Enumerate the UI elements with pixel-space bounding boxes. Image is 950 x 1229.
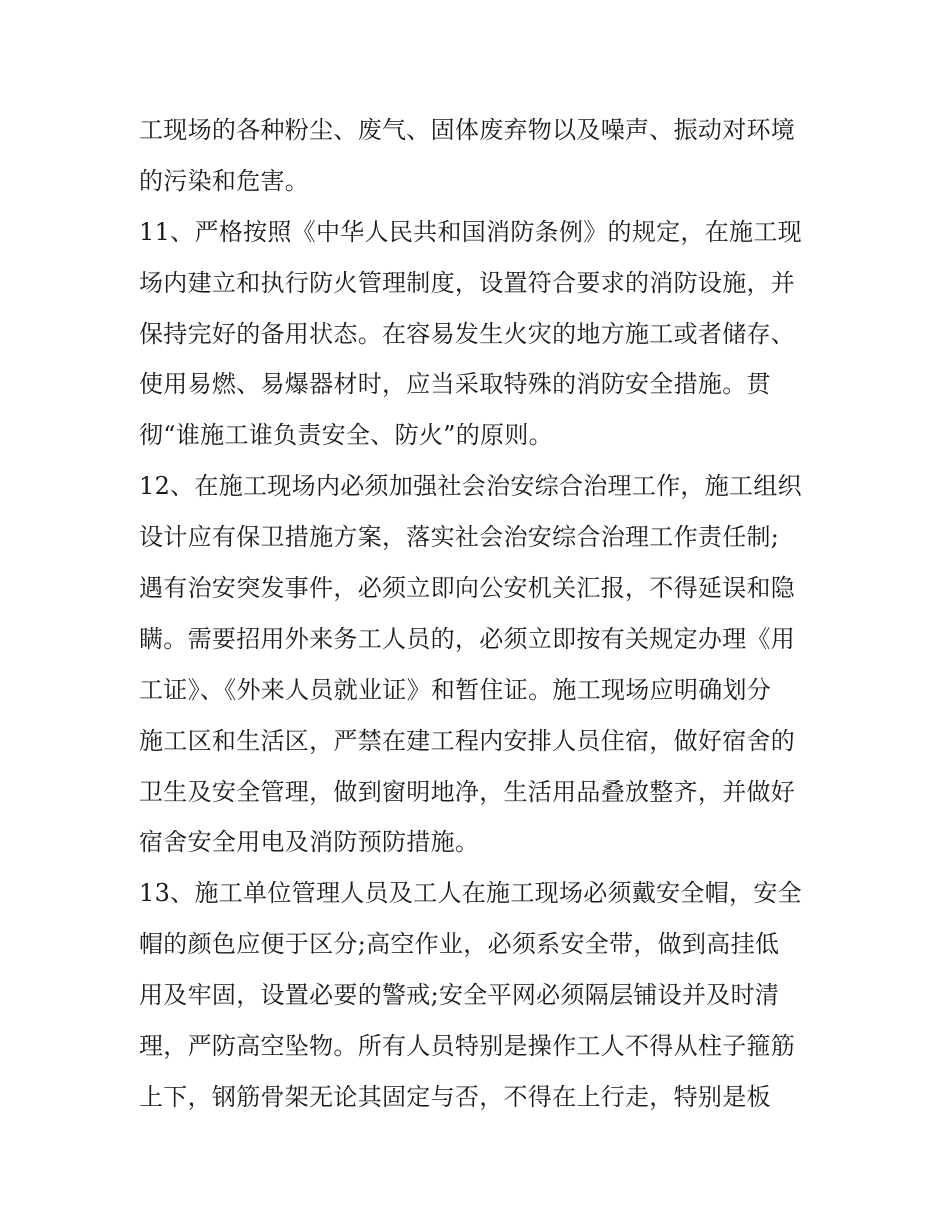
text-line: 场内建立和执行防火管理制度，设置符合要求的消防设施，并	[139, 268, 796, 297]
text-line: 宿舍安全用电及消防预防措施。	[139, 828, 480, 857]
text-line: 11、严格按照《中华人民共和国消防条例》的规定，在施工现	[139, 217, 802, 246]
text-line: 12、在施工现场内必须加强社会治安综合治理工作，施工组织	[139, 472, 802, 501]
text-line: 瞒。需要招用外来务工人员的，必须立即按有关规定办理《用	[139, 624, 796, 653]
text-line: 保持完好的备用状态。在容易发生火灾的地方施工或者储存、	[139, 319, 796, 348]
text-line: 帽的颜色应便于区分;高空作业，必须系安全带，做到高挂低	[139, 930, 780, 959]
text-line: 工现场的各种粉尘、废气、固体废弃物以及噪声、振动对环境	[139, 116, 796, 144]
text-line: 理，严防高空坠物。所有人员特别是操作工人不得从柱子箍筋	[139, 1032, 796, 1061]
text-line: 上下，钢筋骨架无论其固定与否，不得在上行走，特别是板	[139, 1082, 771, 1111]
text-line: 用及牢固，设置必要的警戒;安全平网必须隔层铺设并及时清	[139, 981, 780, 1010]
text-line: 13、施工单位管理人员及工人在施工现场必须戴安全帽，安全	[139, 879, 802, 908]
text-line: 使用易燃、易爆器材时，应当采取特殊的消防安全措施。贯	[139, 370, 771, 399]
text-line: 施工区和生活区，严禁在建工程内安排人员住宿，做好宿舍的	[139, 726, 796, 755]
text-line: 彻“谁施工谁负责安全、防火”的原则。	[139, 421, 553, 450]
text-line: 的污染和危害。	[139, 166, 310, 195]
text-line: 设计应有保卫措施方案，落实社会治安综合治理工作责任制;	[139, 523, 780, 552]
text-line: 卫生及安全管理，做到窗明地净，生活用品叠放整齐，并做好	[139, 777, 796, 806]
text-line: 工证》、《外来人员就业证》和暂住证。施工现场应明确划分	[139, 675, 772, 704]
text-line: 遇有治安突发事件，必须立即向公安机关汇报，不得延误和隐	[139, 574, 796, 603]
body-text	[139, 105, 829, 1123]
